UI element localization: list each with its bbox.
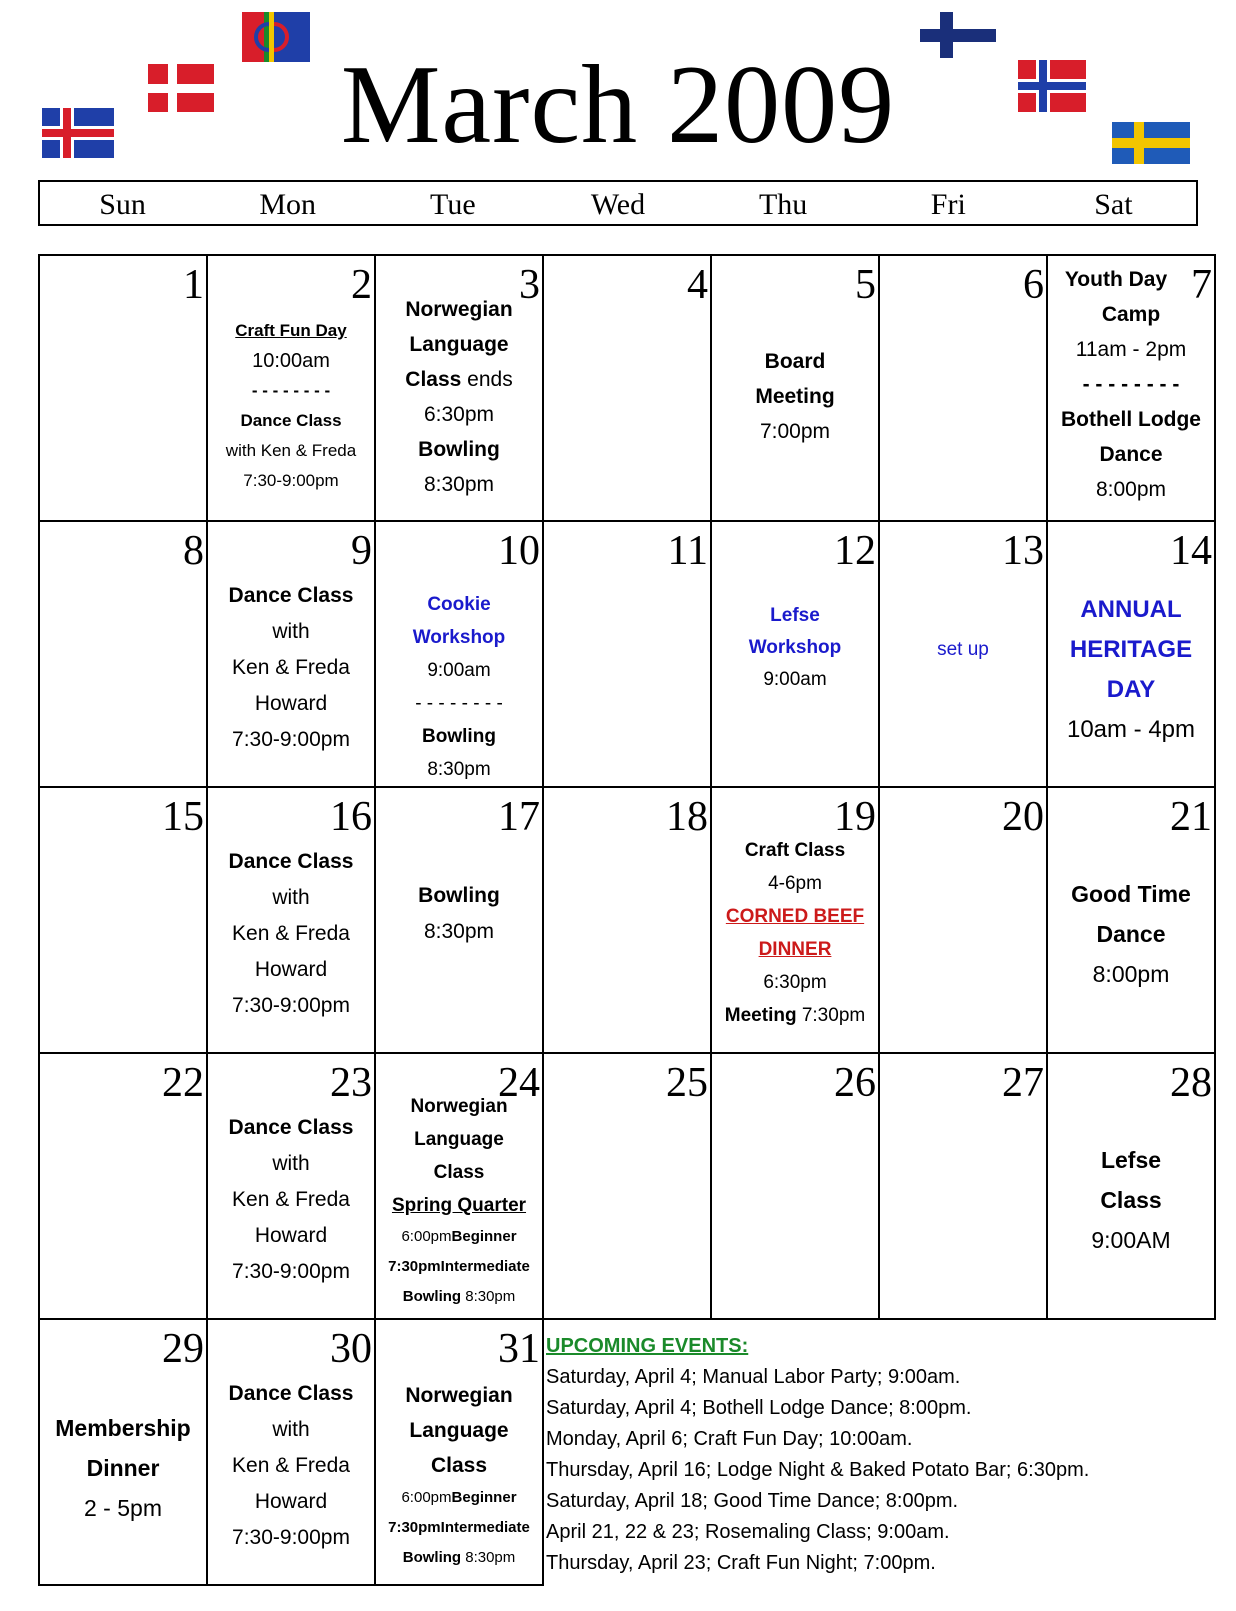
weekday-wed: Wed — [590, 188, 646, 221]
event-time: 7:30-9:00pm — [232, 1260, 350, 1283]
event-time: 7:30pm — [388, 1519, 441, 1536]
page-title: March 2009 — [340, 43, 896, 167]
day-cell — [39, 255, 207, 521]
upcoming-item: Thursday, April 16; Lodge Night & Baked Potato Bar; 6:30pm. — [546, 1459, 1090, 1481]
event-title: Good Time — [1071, 881, 1191, 907]
event-title: Class — [430, 1454, 488, 1477]
day-cell — [375, 1319, 543, 1585]
event-title: Language — [414, 1129, 504, 1150]
day-cell — [879, 1053, 1047, 1319]
day-cell — [543, 1053, 711, 1319]
divider: - - - - - - - - — [1082, 373, 1180, 396]
event-detail: with — [272, 886, 310, 909]
event-detail: Howard — [254, 692, 328, 715]
weekday-fri: Fri — [930, 188, 966, 221]
day-cell — [207, 255, 375, 521]
day-cell — [375, 255, 543, 521]
day-cell — [375, 521, 543, 787]
event-time: 9:00am — [427, 660, 491, 681]
event-detail: Ken & Freda — [232, 1454, 350, 1477]
day-number: 17 — [498, 794, 540, 840]
event-detail: Howard — [254, 1224, 328, 1247]
event-title: Bowling — [422, 726, 496, 747]
day-cell — [207, 1319, 375, 1585]
event-title: Meeting — [755, 385, 835, 408]
day-number: 25 — [666, 1060, 708, 1106]
day-number: 26 — [834, 1060, 876, 1106]
event-title: Norwegian — [405, 1384, 513, 1407]
day-number: 19 — [834, 794, 876, 840]
event-time: 6:30pm — [423, 403, 495, 426]
day-number: 27 — [1002, 1060, 1044, 1106]
day-number: 14 — [1170, 528, 1212, 574]
event-detail: with — [272, 1152, 310, 1175]
event-title: Bowling — [402, 1288, 462, 1305]
event-title: Bothell Lodge — [1061, 408, 1201, 431]
event-title: Language — [409, 1419, 509, 1442]
day-number: 20 — [1002, 794, 1044, 840]
event-title: Bowling — [402, 1549, 462, 1566]
event-title: Workshop — [412, 627, 506, 648]
day-number: 28 — [1170, 1060, 1212, 1106]
event-title: Meeting — [724, 1005, 797, 1026]
event-time: 9:00AM — [1091, 1227, 1171, 1253]
divider: - - - - - - - - — [415, 693, 503, 714]
event-title: Lefse — [1100, 1147, 1162, 1173]
day-number: 6 — [1023, 262, 1044, 308]
day-number: 9 — [351, 528, 372, 574]
event-title: Camp — [1101, 303, 1161, 326]
upcoming-item: April 21, 22 & 23; Rosemaling Class; 9:00am. — [546, 1521, 950, 1543]
event-time: 9:00am — [763, 669, 827, 690]
day-number: 1 — [183, 262, 204, 308]
event-title: Youth Day — [1064, 268, 1168, 291]
event-time: 8:00pm — [1092, 961, 1170, 987]
day-cell — [39, 787, 207, 1053]
upcoming-item: Thursday, April 23; Craft Fun Night; 7:00pm. — [546, 1552, 936, 1574]
event-title: Workshop — [748, 637, 842, 658]
event-title: Class — [1100, 1187, 1162, 1213]
day-number: 8 — [183, 528, 204, 574]
event-detail: Intermediate — [440, 1519, 530, 1536]
day-cell — [207, 521, 375, 787]
event-title: ANNUAL — [1080, 596, 1182, 623]
event-detail: with — [272, 620, 310, 643]
event-detail: Ken & Freda — [232, 1188, 350, 1211]
day-number: 4 — [687, 262, 708, 308]
event-title: Language — [409, 333, 509, 356]
event-time: 6:00pm — [401, 1489, 452, 1506]
day-number: 12 — [834, 528, 876, 574]
upcoming-item: Monday, April 6; Craft Fun Day; 10:00am. — [546, 1428, 913, 1450]
event-detail: set up — [937, 639, 989, 660]
event-detail: Ken & Freda — [232, 656, 350, 679]
day-cell — [543, 787, 711, 1053]
day-number: 18 — [666, 794, 708, 840]
event-detail: ends — [461, 368, 513, 391]
day-cell — [711, 1053, 879, 1319]
event-time: 7:30-9:00pm — [232, 728, 350, 751]
event-detail: with — [272, 1418, 310, 1441]
day-cell — [711, 787, 879, 1053]
event-title: DINNER — [758, 939, 832, 960]
event-detail: Beginner — [451, 1489, 517, 1506]
upcoming-item: Saturday, April 4; Manual Labor Party; 9:00am. — [546, 1366, 961, 1388]
event-title: Class — [405, 368, 462, 391]
day-number: 3 — [519, 262, 540, 308]
event-title: HERITAGE — [1069, 636, 1193, 663]
day-cell — [207, 1053, 375, 1319]
event-title: Dance — [1099, 443, 1163, 466]
event-title: Dance — [1096, 921, 1166, 947]
event-title: CORNED BEEF — [725, 906, 865, 927]
event-title: Norwegian — [405, 298, 513, 321]
event-time: 11am - 2pm — [1075, 338, 1187, 361]
calendar-grid — [38, 254, 1216, 1586]
event-detail: Howard — [254, 958, 328, 981]
event-time: 8:30pm — [461, 1549, 516, 1566]
day-cell — [375, 787, 543, 1053]
day-number: 10 — [498, 528, 540, 574]
event-title: Spring Quarter — [391, 1195, 527, 1216]
day-cell — [711, 521, 879, 787]
day-cell — [879, 787, 1047, 1053]
day-cell — [1047, 521, 1215, 787]
event-time: 2 - 5pm — [84, 1495, 162, 1521]
day-number: 2 — [351, 262, 372, 308]
upcoming-heading: UPCOMING EVENTS: — [546, 1335, 749, 1357]
day-cell — [1047, 255, 1215, 521]
day-number: 23 — [330, 1060, 372, 1106]
day-cell — [543, 255, 711, 521]
event-detail: Ken & Freda — [232, 922, 350, 945]
event-title: Bowling — [418, 438, 500, 461]
day-cell — [543, 521, 711, 787]
event-time: 7:30-9:00pm — [232, 1526, 350, 1549]
upcoming-item: Saturday, April 4; Bothell Lodge Dance; 8:00pm. — [546, 1397, 972, 1419]
event-time: 6:00pm — [401, 1228, 452, 1245]
event-title: Dance Class — [228, 1116, 354, 1139]
event-title: Dance Class — [228, 584, 354, 607]
event-time: 7:30pm — [796, 1005, 866, 1026]
event-time: 7:30-9:00pm — [243, 471, 339, 490]
day-cell — [39, 521, 207, 787]
day-cell — [375, 1053, 543, 1319]
event-title: Lefse — [770, 605, 820, 626]
day-cell — [39, 1053, 207, 1319]
day-number: 7 — [1191, 262, 1212, 308]
day-cell — [879, 255, 1047, 521]
weekday-sat: Sat — [1094, 188, 1133, 221]
weekday-tue: Tue — [430, 188, 476, 221]
event-title: Bowling — [418, 884, 500, 907]
event-time: 8:00pm — [1095, 478, 1167, 501]
day-number: 31 — [498, 1326, 540, 1372]
event-time: 10am - 4pm — [1066, 716, 1196, 743]
event-title: Dinner — [86, 1455, 160, 1481]
event-detail: Beginner — [451, 1228, 517, 1245]
event-time: 10:00am — [252, 350, 330, 372]
day-number: 24 — [498, 1060, 540, 1106]
event-title: Craft Class — [744, 840, 846, 861]
event-title: Norwegian — [410, 1096, 508, 1117]
event-title: Board — [764, 350, 826, 373]
day-cell — [879, 521, 1047, 787]
event-title: Class — [433, 1162, 485, 1183]
day-number: 5 — [855, 262, 876, 308]
event-time: 8:30pm — [427, 759, 491, 780]
event-time: 7:30-9:00pm — [232, 994, 350, 1017]
event-detail: Howard — [254, 1490, 328, 1513]
event-time: 7:30pm — [388, 1258, 441, 1275]
day-number: 15 — [162, 794, 204, 840]
day-number: 30 — [330, 1326, 372, 1372]
day-number: 21 — [1170, 794, 1212, 840]
day-cell — [711, 255, 879, 521]
day-cell — [1047, 787, 1215, 1053]
day-number: 16 — [330, 794, 372, 840]
weekday-sun: Sun — [99, 188, 146, 221]
day-number: 29 — [162, 1326, 204, 1372]
event-title: Craft Fun Day — [235, 321, 347, 340]
event-title: DAY — [1106, 676, 1156, 703]
event-title: Dance Class — [228, 850, 354, 873]
event-time: 6:30pm — [763, 972, 827, 993]
day-number: 22 — [162, 1060, 204, 1106]
event-title: Cookie — [427, 594, 491, 615]
event-time: 8:30pm — [461, 1288, 516, 1305]
day-cell — [39, 1319, 207, 1585]
event-detail: with Ken & Freda — [225, 441, 357, 460]
upcoming-item: Saturday, April 18; Good Time Dance; 8:00pm. — [546, 1490, 959, 1512]
event-title: Membership — [55, 1415, 191, 1441]
weekday-header — [38, 180, 1198, 226]
day-cell — [1047, 1053, 1215, 1319]
weekday-mon: Mon — [259, 188, 317, 221]
day-number: 13 — [1002, 528, 1044, 574]
event-title: Dance Class — [240, 411, 342, 430]
event-time: 8:30pm — [423, 473, 495, 496]
event-detail: Intermediate — [440, 1258, 530, 1275]
weekday-thu: Thu — [758, 188, 808, 221]
day-cell — [207, 787, 375, 1053]
upcoming-events-panel — [543, 1319, 1215, 1585]
day-number: 11 — [667, 528, 708, 574]
event-time: 7:00pm — [759, 420, 831, 443]
event-time: 8:30pm — [423, 920, 495, 943]
event-time: 4-6pm — [768, 873, 822, 894]
event-title: Dance Class — [228, 1382, 354, 1405]
divider: - - - - - - - - — [251, 381, 331, 400]
